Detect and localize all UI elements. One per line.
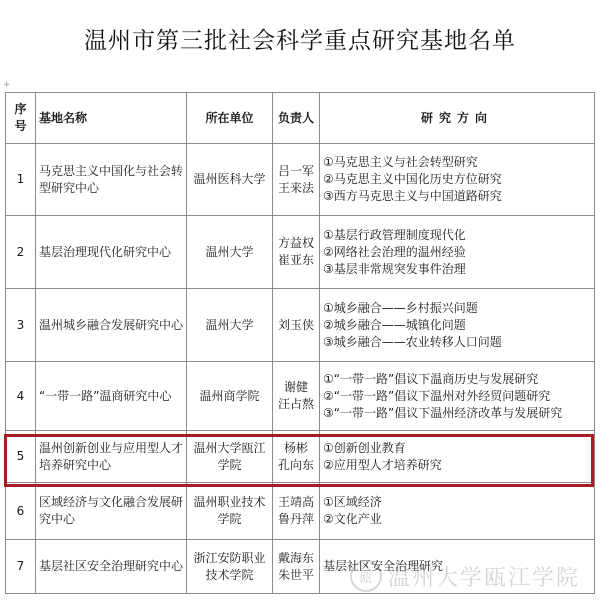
research-direction: ①区域经济 xyxy=(323,495,382,509)
research-direction: ②网络社会治理的温州经验 xyxy=(323,244,466,259)
page-title: 温州市第三批社会科学重点研究基地名单 xyxy=(84,28,516,54)
watermark xyxy=(350,556,600,596)
direction-cell xyxy=(320,144,595,216)
row-number: 1 xyxy=(6,144,36,216)
host-unit: 温州商学院 xyxy=(187,362,273,431)
leader-name: 吕一军 xyxy=(277,163,314,178)
host-unit: 温州大学 xyxy=(187,216,273,289)
research-direction: ①“一带一路”倡议下温商历史与发展研究 xyxy=(323,371,539,386)
research-direction: ③基层非常规突发事件治理 xyxy=(323,261,466,276)
research-direction: ②应用型人才培养研究 xyxy=(323,457,442,472)
base-name: 马克思主义中国化与社会转型研究中心 xyxy=(36,144,187,216)
header-unit: 所在单位 xyxy=(187,93,273,144)
row-number: 3 xyxy=(6,289,36,362)
leader-cell xyxy=(273,483,320,540)
leader-name: 王来法 xyxy=(277,180,314,195)
table-header-row xyxy=(6,93,595,144)
research-direction: ③城乡融合——农业转移人口问题 xyxy=(323,334,502,349)
research-direction: ③西方马克思主义与中国道路研究 xyxy=(323,189,502,203)
table-body xyxy=(6,144,595,594)
direction-cell xyxy=(320,431,595,483)
header-name: 基地名称 xyxy=(36,93,187,144)
leader-name: 谢健 xyxy=(283,380,308,394)
research-direction: ①创新创业教育 xyxy=(323,440,406,455)
research-direction: ②马克思主义中国化历史方位研究 xyxy=(323,172,502,186)
row-number: 6 xyxy=(6,483,36,540)
leader-cell xyxy=(273,216,320,289)
direction-cell xyxy=(320,362,595,431)
leader-cell xyxy=(273,540,320,594)
research-direction: ③“一带一路”倡议下温州经济改革与发展研究 xyxy=(323,405,563,420)
watermark-text: 温州大学瓯江学院 xyxy=(388,565,581,591)
row-number: 5 xyxy=(6,431,36,483)
direction-cell xyxy=(320,216,595,289)
leader-name: 鲁丹萍 xyxy=(277,512,314,526)
base-name: 基层治理现代化研究中心 xyxy=(36,216,187,289)
base-name: 区域经济与文化融合发展研究中心 xyxy=(36,483,187,540)
research-direction: ①城乡融合——乡村振兴问题 xyxy=(323,300,478,315)
host-unit: 温州医科大学 xyxy=(187,144,273,216)
leader-name: 王靖高 xyxy=(277,495,314,509)
leader-name: 崔亚东 xyxy=(277,253,314,267)
base-name: 温州城乡融合发展研究中心 xyxy=(36,289,187,362)
leader-name: 汪占熬 xyxy=(277,397,314,411)
host-unit: 浙江安防职业技术学院 xyxy=(187,540,273,594)
leader-name: 刘玉侠 xyxy=(277,317,314,332)
table-row xyxy=(6,216,595,289)
table-row xyxy=(6,289,595,362)
research-direction: ②“一带一路”倡议下温州对外经贸问题研究 xyxy=(323,388,551,403)
table-row xyxy=(6,483,595,540)
leader-name: 孔向东 xyxy=(277,457,314,472)
base-name: “一带一路”温商研究中心 xyxy=(36,362,187,431)
table-row xyxy=(6,144,595,216)
row-number: 2 xyxy=(6,216,36,289)
leader-name: 戴海东 xyxy=(277,550,314,565)
base-name: 温州创新创业与应用型人才培养研究中心 xyxy=(36,431,187,483)
leader-cell xyxy=(273,362,320,431)
leader-name: 朱世平 xyxy=(277,567,314,582)
direction-cell xyxy=(320,483,595,540)
leader-name: 方益权 xyxy=(277,236,314,250)
table-anchor-mark: + xyxy=(3,80,11,90)
research-direction: ②文化产业 xyxy=(323,512,382,526)
table-row xyxy=(6,431,595,483)
research-base-table xyxy=(5,92,595,594)
row-number: 7 xyxy=(6,540,36,594)
research-direction: ①基层行政管理制度现代化 xyxy=(323,227,466,242)
leader-name: 杨彬 xyxy=(283,440,308,455)
base-name: 基层社区安全治理研究中心 xyxy=(36,540,187,594)
leader-cell xyxy=(273,144,320,216)
watermark-seal-icon: 瓯 xyxy=(350,560,382,592)
research-direction: ①马克思主义与社会转型研究 xyxy=(323,155,478,169)
leader-cell xyxy=(273,431,320,483)
header-direction: 研究方向 xyxy=(320,93,595,144)
table-row xyxy=(6,362,595,431)
direction-cell xyxy=(320,289,595,362)
research-direction: 基层社区安全治理研究 xyxy=(323,559,444,573)
leader-cell xyxy=(273,289,320,362)
host-unit: 温州大学瓯江学院 xyxy=(187,431,273,483)
header-no: 序号 xyxy=(6,93,36,144)
header-leader: 负责人 xyxy=(273,93,320,144)
row-number: 4 xyxy=(6,362,36,431)
host-unit: 温州职业技术学院 xyxy=(187,483,273,540)
research-direction: ②城乡融合——城镇化问题 xyxy=(323,317,466,332)
host-unit: 温州大学 xyxy=(187,289,273,362)
